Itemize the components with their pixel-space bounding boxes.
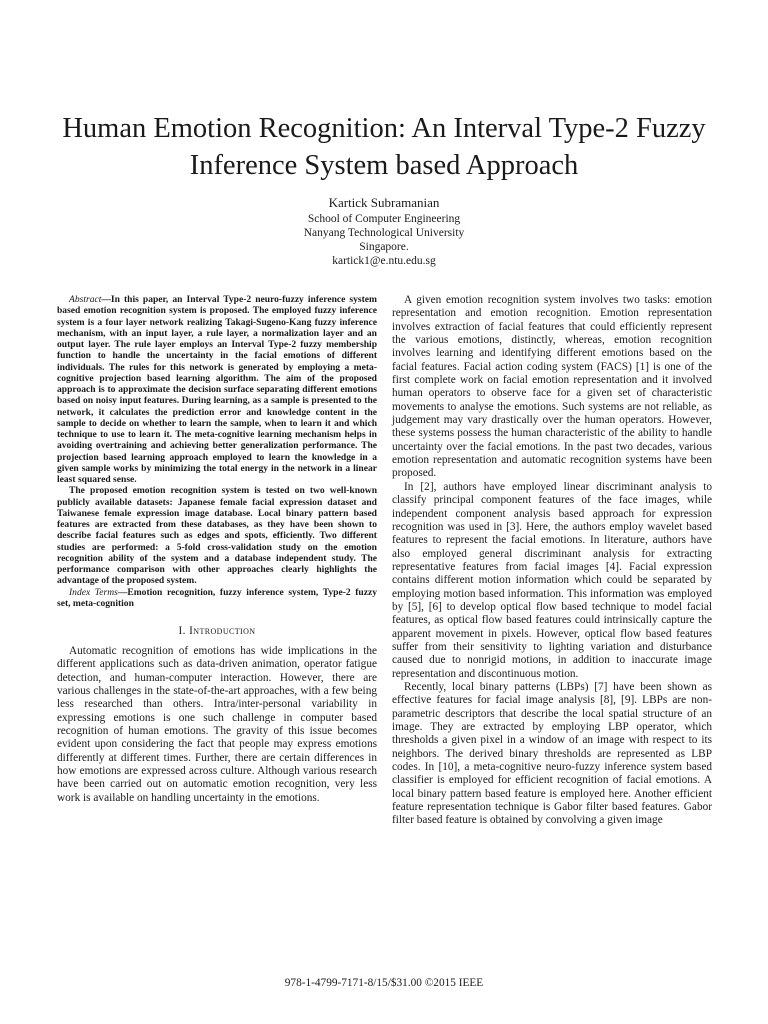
author-block: [184, 194, 584, 268]
abstract-paragraph-2: The proposed emotion recognition system is tested on two well-known publicly available datasets: Japanese female facial expression dataset and Taiwanese female expression image database. Local binary pattern based features are extracted from these databases, as they have been shown to describe facial features such as edges and spots, efficiently. Two different studies are performed: a 5-fold cross-validation study on the emotion recognition ability of the system and a database independent study. The performance comparison with other approaches clearly highlights the advantage of the proposed system.: [57, 485, 377, 587]
index-terms-text: —Emotion recognition, fuzzy inference system, Type-2 fuzzy set, meta-cognition: [57, 586, 377, 609]
author-location: Singapore.: [359, 241, 409, 253]
copyright-footer: 978-1-4799-7171-8/15/$31.00 ©2015 IEEE: [284, 977, 484, 989]
abstract-text-1: —In this paper, an Interval Type-2 neuro-fuzzy inference system based emotion recognition system is proposed. The employed fuzzy inference system is a four layer network realizing Takagi-Sugeno-Kang fuzzy inference mechanism, with an input layer, a rule layer, a normalization layer and an output layer. The rule layer employs an Interval Type-2 fuzzy membership function to handle the uncertainty in the facial emotions of different individuals. The rules for this network is generated by employing a meta-cognitive projection based learning algorithm. The aim of the proposed approach is to approximate the decision surface separating different emotions based on noisy input features. During learning, as a sample is presented to the network, it calculates the prediction error and knowledge content in the sample to decide on whether to learn the sample, when to learn it and which technique to use to learn it. The meta-cognitive learning mechanism helps in avoiding overtraining and achieving better generalization performance. The projection based learning approach employed to learn the knowledge in a given sample works by minimizing the total energy in the network in a linear least squared sense.: [57, 294, 377, 485]
right-paragraph-2: In [2], authors have employed linear discriminant analysis to classify principal component features of the face images, while independent component analysis based approach for expression recognition was used in [3]. Here, the authors employ wavelet based features to represent the facial emotions. In literature, authors have also employed general discriminant analysis for extracting representative features from facial images [4]. Facial expression contains different motion information which could be separated by employing motion based information. This information was employed by [5], [6] to develop optical flow based technique to model facial features, as optical flow based features could intrinsically capture the apparent movement in pixels. However, optical flow based features suffer from their sensitivity to lighting variation and disturbance caused due to nonrigid motions, in addition to inaccurate image representation and discontinuous motion.: [392, 480, 712, 680]
section-heading-introduction: I. Introduction: [178, 625, 256, 637]
right-paragraph-1: A given emotion recognition system involves two tasks: emotion representation and emotion recognition. Emotion representation involves extraction of facial features that could efficiently represent the various emotions, distinctly, whereas, emotion recognition involves learning and identifying different emotions based on the facial features. Facial action coding system (FACS) [1] is one of the first complete work on facial emotion representation and it involved human operators to observe face for a given set of characteristic movements to analyse the emotions. Such systems are not reliable, as judgement may vary drastically over the human operators. However, these systems possess the human characteristic of the ability to handle uncertainty over the facial emotions. In the past two decades, various emotion representation and automatic recognition systems have been proposed.: [392, 294, 712, 480]
right-column: [392, 294, 712, 828]
left-column: [57, 294, 377, 805]
abstract-lead: Abstract: [69, 294, 102, 305]
introduction-body: [57, 645, 377, 805]
index-terms: [57, 587, 377, 610]
abstract-paragraph-1: [57, 294, 377, 485]
index-terms-lead: Index Terms: [69, 586, 118, 598]
author-affiliation-1: School of Computer Engineering: [307, 213, 461, 225]
paper-title: Human Emotion Recognition: An Interval Type-2 Fuzzy Inference System based Approach: [62, 113, 706, 181]
right-paragraph-3: Recently, local binary patterns (LBPs) [7] have been shown as effective features for facial image analysis [8], [9]. LBPs are non-parametric descriptors that describe the local spatial structure of an image. They are extracted by employing LBP operator, which thresholds a given pixel in a window of an image with respect to its neighbors. The derived binary thresholds are represented as LBP codes. In [10], a meta-cognitive neuro-fuzzy inference system based classifier is employed for efficient recognition of facial emotions. A local binary pattern based feature is employed here. Another efficient feature representation technique is Gabor filter based features. Gabor filter based feature is obtained by convolving a given image: [392, 680, 712, 827]
introduction-paragraph-1: Automatic recognition of emotions has wide implications in the different applications such as data-driven animation, operator fatigue detection, and human-computer interaction. However, there are various challenges in the state-of-the-art approaches, with a few being less researched than others. Intra/inter-personal variability in expressing emotions is one such challenge in computer based recognition of human emotions. The gravity of this issue becomes evident upon considering the fact that people may express emotions differently at different times. Further, there are certain differences in how emotions are expressed across culture. Although various research have been carried out on automatic emotion recognition, very less work is available on handling uncertainty in the emotions.: [57, 645, 377, 804]
author-name: Kartick Subramanian: [328, 195, 440, 210]
author-email: kartick1@e.ntu.edu.sg: [332, 255, 436, 267]
abstract: [57, 294, 377, 609]
author-affiliation-2: Nanyang Technological University: [303, 227, 465, 239]
